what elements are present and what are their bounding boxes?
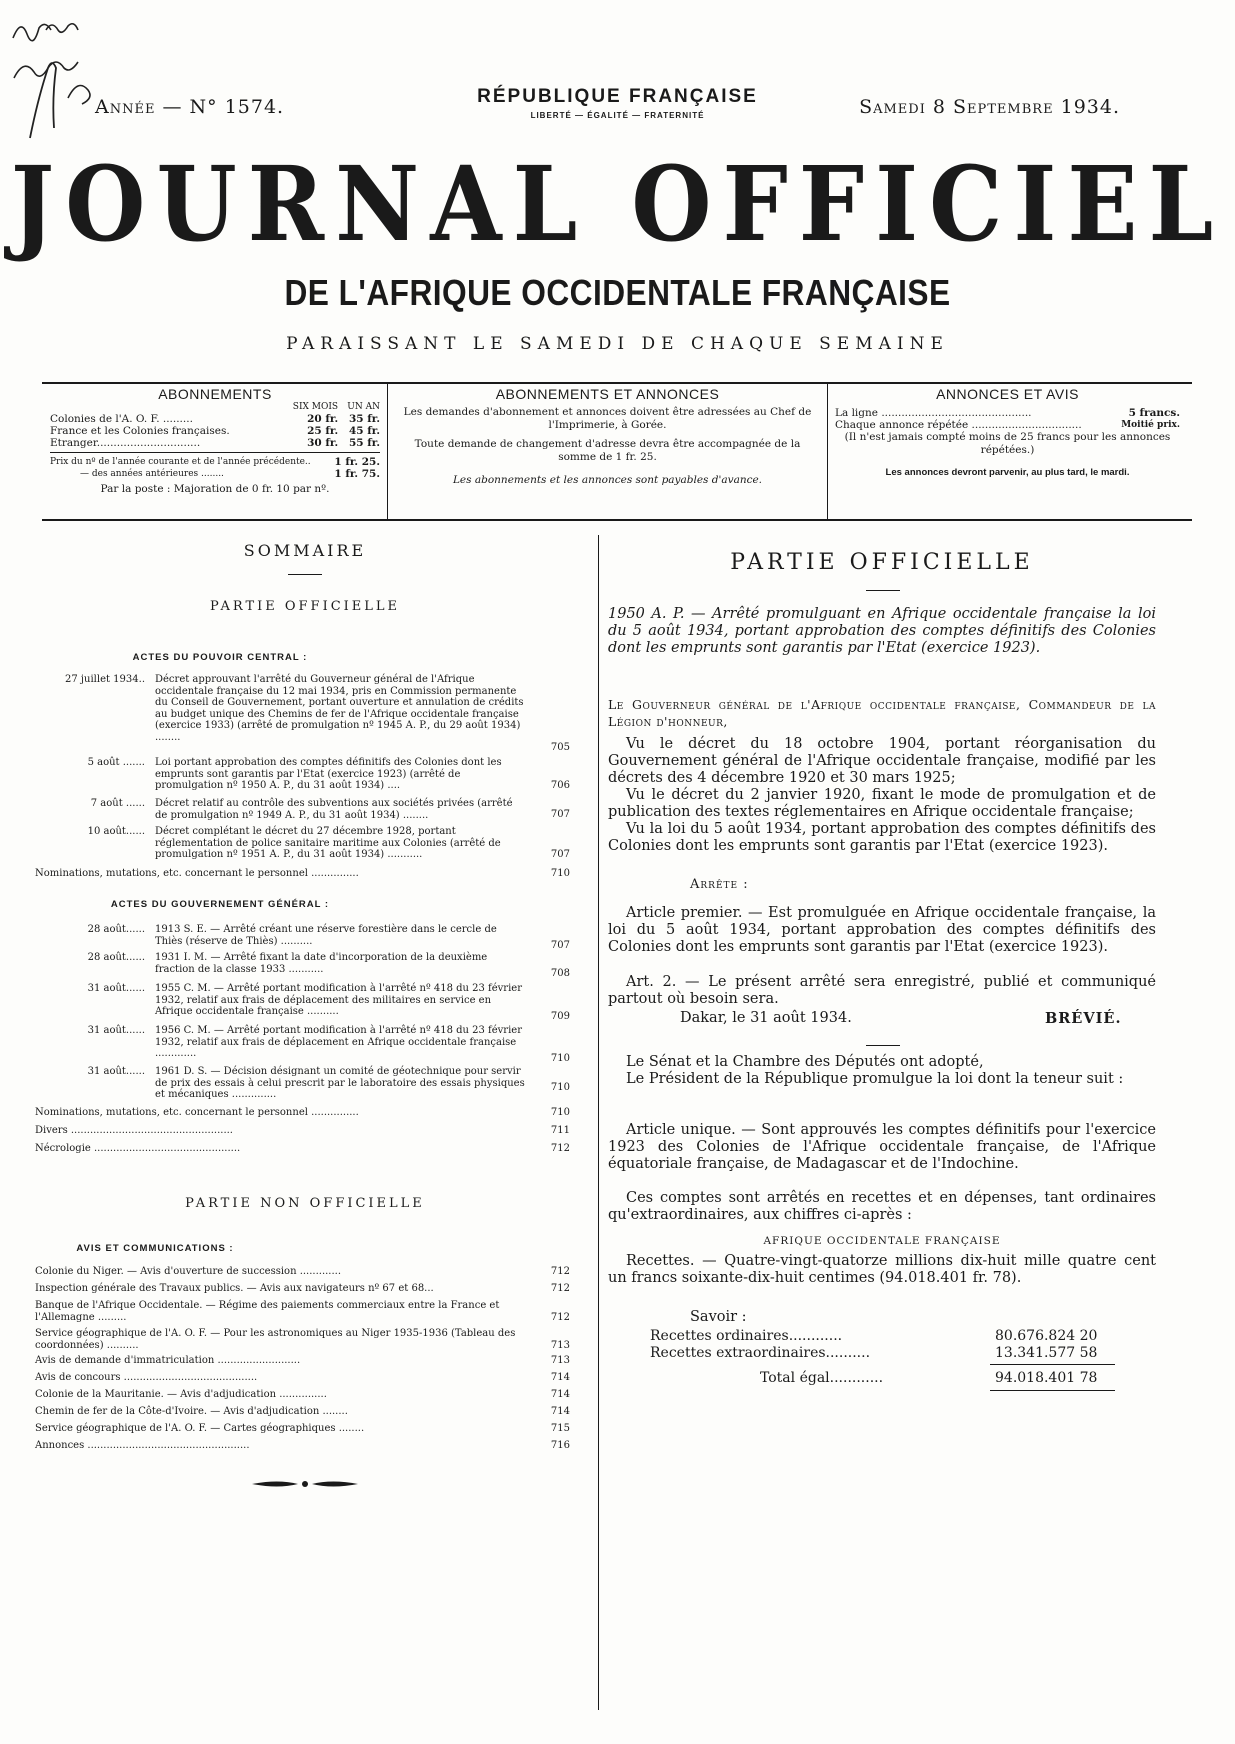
recettes-ordinaires-label: Recettes ordinaires............ bbox=[650, 1328, 843, 1344]
sommaire-title: SOMMAIRE bbox=[243, 541, 367, 560]
box-divider-left bbox=[387, 384, 388, 519]
abonnements-address-note: Les demandes d'abonnement et annonces doivent être adressées au Chef de l'Imprimerie, à Gorée. bbox=[403, 406, 812, 431]
annonces-avis-box bbox=[835, 388, 1180, 479]
short-rule bbox=[866, 590, 900, 591]
recettes-total-text: Recettes. — Quatre-vingt-quatorze millions dix-huit mille quatre cent un francs soixante-dix-huit centimes (94.018.401 fr. 78). bbox=[608, 1253, 1156, 1286]
journal-subtitle: DE L'AFRIQUE OCCIDENTALE FRANÇAISE bbox=[284, 272, 951, 313]
savoir-label: Savoir : bbox=[690, 1309, 747, 1325]
ornament-icon bbox=[250, 1477, 360, 1491]
box-divider-right bbox=[827, 384, 828, 519]
avis-communications: AVIS ET COMMUNICATIONS : bbox=[76, 1243, 234, 1254]
short-rule bbox=[288, 574, 322, 575]
abonnements-annonces-box bbox=[395, 388, 820, 487]
actes-pouvoir-central: ACTES DU POUVOIR CENTRAL : bbox=[132, 652, 308, 663]
box-bottom-rule bbox=[42, 519, 1192, 521]
minimum-note: (Il n'est jamais compté moins de 25 francs pour les annonces répétées.) bbox=[844, 431, 1171, 456]
table-row: Colonies de l'A. O. F. ......... 20 fr. 35 fr. bbox=[50, 413, 380, 425]
partie-non-officielle-heading: PARTIE NON OFFICIELLE bbox=[185, 1196, 425, 1211]
abonnements-annonces-title: ABONNEMENTS ET ANNONCES bbox=[495, 386, 720, 402]
president-promulgation: Le Président de la République promulgue la loi dont la teneur suit : bbox=[626, 1071, 1124, 1087]
republique-heading: RÉPUBLIQUE FRANÇAISE bbox=[477, 86, 758, 107]
publication-frequency: PARAISSANT LE SAMEDI DE CHAQUE SEMAINE bbox=[286, 334, 949, 354]
partie-officielle-heading: PARTIE OFFICIELLE bbox=[730, 550, 1034, 575]
article-2: Art. 2. — Le présent arrêté sera enregistré, publié et communiqué partout où besoin sera. bbox=[608, 974, 1156, 1007]
vu-1: Vu le décret du 18 octobre 1904, portant réorganisation du Gouvernement général de l'Afrique occidentale française, modifié par les décrets des 4 décembre 1920 et 30 mars 1925; bbox=[608, 736, 1156, 786]
vu-2: Vu le décret du 2 janvier 1920, fixant le mode de promulgation et de publication des textes réglementaires en Afrique occidentale française; bbox=[608, 787, 1156, 820]
article-unique: Article unique. — Sont approuvés les comptes définitifs pour l'exercice 1923 des Colonies de l'Afrique occidentale française, de l'Afrique équatoriale française, de Madagascar et de l'Indochine. bbox=[608, 1122, 1156, 1172]
col-six-mois: SIX MOIS bbox=[292, 402, 339, 412]
comptes-statement: Ces comptes sont arrêtés en recettes et en dépenses, tant ordinaires qu'extraordinaires, aux chiffres ci-après : bbox=[608, 1190, 1156, 1223]
recettes-extraordinaires-value: 13.341.577 58 bbox=[995, 1345, 1098, 1361]
annonces-avis-title: ANNONCES ET AVIS bbox=[936, 386, 1079, 402]
gouverneur-preamble: Le Gouverneur général de l'Afrique occidentale française, Commandeur de la Légion d'honneur, bbox=[608, 697, 1156, 729]
actes-gouvernement-general: ACTES DU GOUVERNEMENT GÉNÉRAL : bbox=[110, 899, 330, 910]
total-value: 94.018.401 78 bbox=[995, 1370, 1098, 1386]
sum-rule-bottom bbox=[990, 1390, 1115, 1391]
column-divider bbox=[598, 535, 599, 1710]
issue-number: Année — N° 1574. bbox=[95, 96, 285, 118]
table-row: Etranger............................... 30 fr. 55 fr. bbox=[50, 437, 380, 449]
journal-title: JOURNAL OFFICIEL bbox=[10, 143, 1225, 265]
sum-rule bbox=[990, 1364, 1115, 1365]
sommaire-partie-officielle: PARTIE OFFICIELLE bbox=[209, 599, 401, 614]
box-top-rule bbox=[42, 382, 1192, 384]
prix-table: Prix du nº de l'année courante et de l'année précédente.. 1 fr. 25. — des années antérieures ........ 1 fr. 75. bbox=[50, 456, 380, 480]
dakar-date: Dakar, le 31 août 1934. bbox=[680, 1010, 852, 1026]
senat-adoption: Le Sénat et la Chambre des Députés ont adopté, bbox=[626, 1054, 984, 1070]
short-rule bbox=[866, 1045, 900, 1046]
recettes-extraordinaires-label: Recettes extraordinaires.......... bbox=[650, 1345, 871, 1361]
signature: BRÉVIÉ. bbox=[1045, 1010, 1122, 1027]
abonnements-table bbox=[50, 401, 380, 449]
change-address-note: Toute demande de changement d'adresse devra être accompagnée de la somme de 1 fr. 25. bbox=[414, 438, 801, 463]
abonnements-box bbox=[50, 388, 380, 496]
devise: LIBERTÉ — ÉGALITÉ — FRATERNITÉ bbox=[530, 111, 705, 120]
aof-heading: AFRIQUE OCCIDENTALE FRANÇAISE bbox=[763, 1235, 1001, 1247]
arrete-heading: 1950 A. P. — Arrêté promulguant en Afrique occidentale française la loi du 5 août 1934, portant approbation des comptes définitifs des Colonies dont les emprunts sont garantis par l'Etat (exercice 1923). bbox=[608, 606, 1156, 656]
poste-note: Par la poste : Majoration de 0 fr. 10 par nº. bbox=[100, 483, 330, 495]
annonces-table: La ligne ............................................. 5 francs. Chaque annonce répétée ................................. Moitié prix. bbox=[835, 407, 1180, 431]
abonnements-inner-rule bbox=[50, 452, 380, 453]
issue-date: Samedi 8 Septembre 1934. bbox=[859, 96, 1120, 118]
payment-note: Les abonnements et les annonces sont payables d'avance. bbox=[452, 474, 763, 486]
total-label: Total égal............ bbox=[760, 1370, 884, 1386]
abonnements-title: ABONNEMENTS bbox=[158, 386, 272, 402]
col-un-an: UN AN bbox=[347, 402, 380, 412]
ornament-divider bbox=[250, 1476, 360, 1490]
delai-note: Les annonces devront parvenir, au plus tard, le mardi. bbox=[885, 467, 1130, 478]
article-premier: Article premier. — Est promulguée en Afrique occidentale française, la loi du 5 août 1934, portant approbation des comptes définitifs des Colonies dont les emprunts sont garantis par l'Etat (exercice 1923). bbox=[608, 905, 1156, 955]
recettes-ordinaires-value: 80.676.824 20 bbox=[995, 1328, 1098, 1344]
arrete-label: Arrête : bbox=[690, 877, 749, 892]
masthead-top bbox=[0, 78, 1235, 128]
vu-3: Vu la loi du 5 août 1934, portant approbation des comptes définitifs des Colonies dont les emprunts sont garantis par l'Etat (exercice 1923). bbox=[608, 821, 1156, 854]
table-row: France et les Colonies françaises. 25 fr. 45 fr. bbox=[50, 425, 380, 437]
